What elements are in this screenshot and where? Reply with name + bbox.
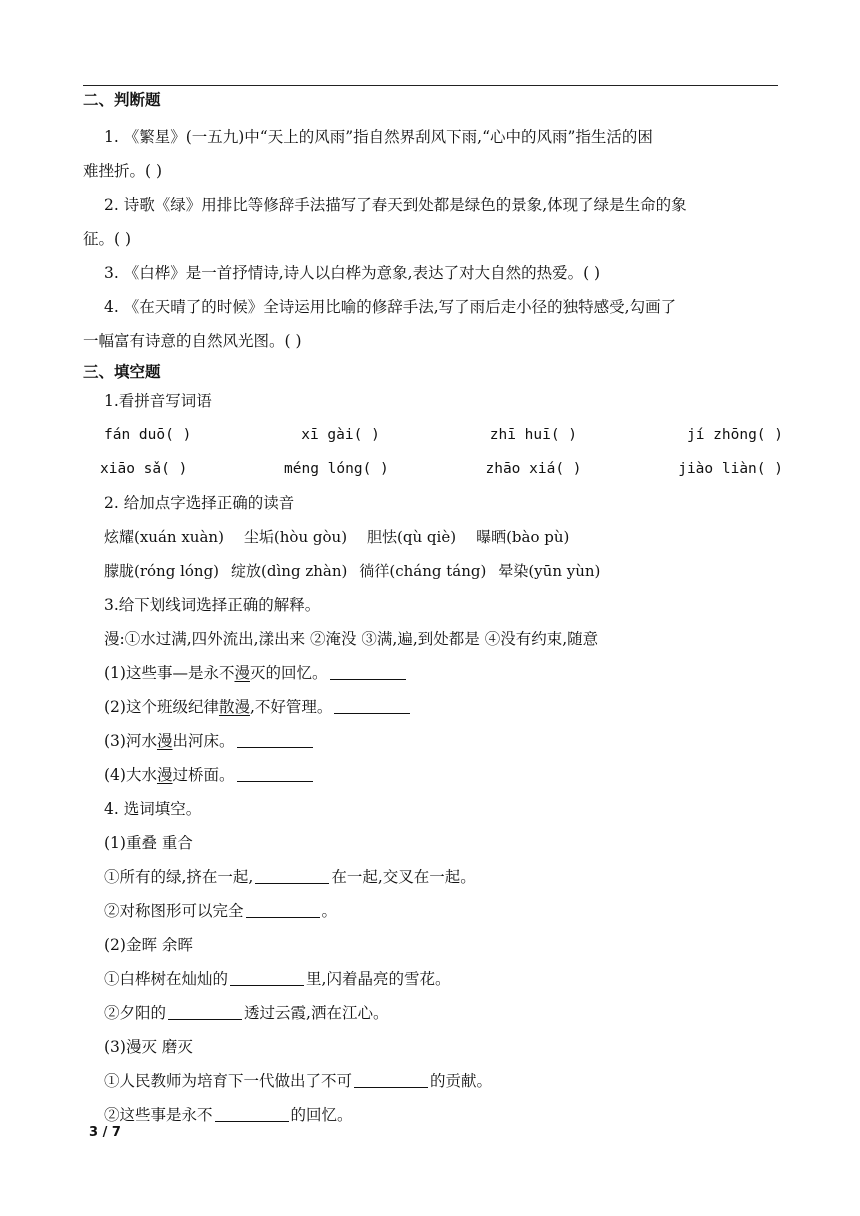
underlined-word: 漫 [234, 664, 250, 682]
pinyin-row-2 [83, 452, 783, 486]
q3-item-4: (4)大水漫过桥面。 [83, 758, 783, 792]
fill-q3-title: 3.给下划线词选择正确的解释。 [104, 596, 321, 614]
pinyin-item: zhī huī( ) [489, 427, 578, 443]
g2-sentence-b: ②夕阳的 透过云霞,洒在江心。 [104, 1004, 389, 1022]
pinyin-item: méng lóng( ) [284, 461, 389, 477]
fill-q2-title: 2. 给加点字选择正确的读音 [104, 494, 295, 512]
pinyin-row-1 [83, 418, 783, 452]
pinyin-item: jiào liàn( ) [678, 461, 783, 477]
g1-sentence-b: ②对称图形可以完全 。 [104, 902, 338, 920]
answer-blank[interactable] [237, 731, 313, 748]
answer-blank[interactable] [246, 901, 320, 918]
q3-item-2: (2)这个班级纪律散漫,不好管理。 [83, 690, 783, 724]
q3-item-3: (3)河水漫出河床。 [83, 724, 783, 758]
g3-sentence-a: ①人民教师为培育下一代做出了不可 的贡献。 [104, 1072, 493, 1090]
reading-item: 炫耀(xuán xuàn) [104, 528, 224, 546]
answer-blank[interactable] [354, 1071, 428, 1088]
reading-item: 尘垢(hòu gòu) [243, 528, 348, 546]
pinyin-item: xiāo sǎ( ) [100, 461, 188, 477]
section-title-fill: 三、填空题 [83, 363, 161, 381]
reading-item: 绽放(dìng zhàn) [231, 562, 348, 580]
man-definitions: 漫:①水过满,四外流出,漾出来 ②淹没 ③满,遍,到处都是 ④没有约束,随意 [104, 630, 599, 648]
judgement-q1-line2: 难挫折。( ) [83, 162, 163, 180]
reading-item: 徜徉(cháng táng) [359, 562, 487, 580]
pinyin-item: xī gài( ) [301, 427, 380, 443]
answer-blank[interactable] [330, 663, 406, 680]
word-group-2: (2)金晖 余晖 [104, 936, 193, 954]
g3-sentence-b: ②这些事是永不 的回忆。 [104, 1106, 353, 1124]
pinyin-item: jí zhōng( ) [686, 427, 783, 443]
answer-blank[interactable] [237, 765, 313, 782]
reading-row-1 [83, 520, 783, 554]
fill-q1-title: 1.看拼音写词语 [104, 392, 212, 410]
answer-blank[interactable] [255, 867, 329, 884]
q3-item-1: (1)这些事—是永不漫灭的回忆。 [83, 656, 783, 690]
underlined-word: 漫 [156, 732, 173, 750]
reading-item: 曝晒(bào pù) [476, 528, 570, 546]
answer-blank[interactable] [215, 1105, 289, 1122]
section-title-judgement: 二、判断题 [83, 91, 161, 109]
reading-item: 胆怯(qù qiè) [367, 528, 457, 546]
underlined-word: 散漫 [218, 698, 250, 716]
fill-q4-title: 4. 选词填空。 [104, 800, 202, 818]
reading-item: 晕染(yūn yùn) [498, 562, 601, 580]
judgement-q4-line2: 一幅富有诗意的自然风光图。( ) [83, 332, 302, 350]
document-body [83, 88, 783, 1132]
underlined-word: 漫 [156, 766, 173, 784]
word-group-1: (1)重叠 重合 [104, 834, 193, 852]
judgement-q1-line1: 1. 《繁星》(一五九)中“天上的风雨”指自然界刮风下雨,“心中的风雨”指生活的困 [104, 128, 653, 146]
page-number: 3 / 7 [89, 1125, 121, 1140]
header-rule [83, 85, 778, 86]
reading-row-2 [83, 554, 783, 588]
g1-sentence-a: ①所有的绿,挤在一起, 在一起,交叉在一起。 [104, 868, 476, 886]
judgement-q4-line1: 4. 《在天晴了的时候》全诗运用比喻的修辞手法,写了雨后走小径的独特感受,勾画了 [104, 298, 677, 316]
answer-blank[interactable] [230, 969, 304, 986]
pinyin-item: fán duō( ) [104, 427, 192, 443]
judgement-q2-line1: 2. 诗歌《绿》用排比等修辞手法描写了春天到处都是绿色的景象,体现了绿是生命的象 [104, 196, 687, 214]
answer-blank[interactable] [168, 1003, 242, 1020]
word-group-3: (3)漫灭 磨灭 [104, 1038, 193, 1056]
judgement-q3: 3. 《白桦》是一首抒情诗,诗人以白桦为意象,表达了对大自然的热爱。( ) [104, 264, 601, 282]
reading-item: 朦胧(róng lóng) [104, 562, 220, 580]
answer-blank[interactable] [334, 697, 410, 714]
pinyin-item: zhāo xiá( ) [485, 461, 582, 477]
judgement-q2-line2: 征。( ) [83, 230, 132, 248]
g2-sentence-a: ①白桦树在灿灿的 里,闪着晶亮的雪花。 [104, 970, 451, 988]
